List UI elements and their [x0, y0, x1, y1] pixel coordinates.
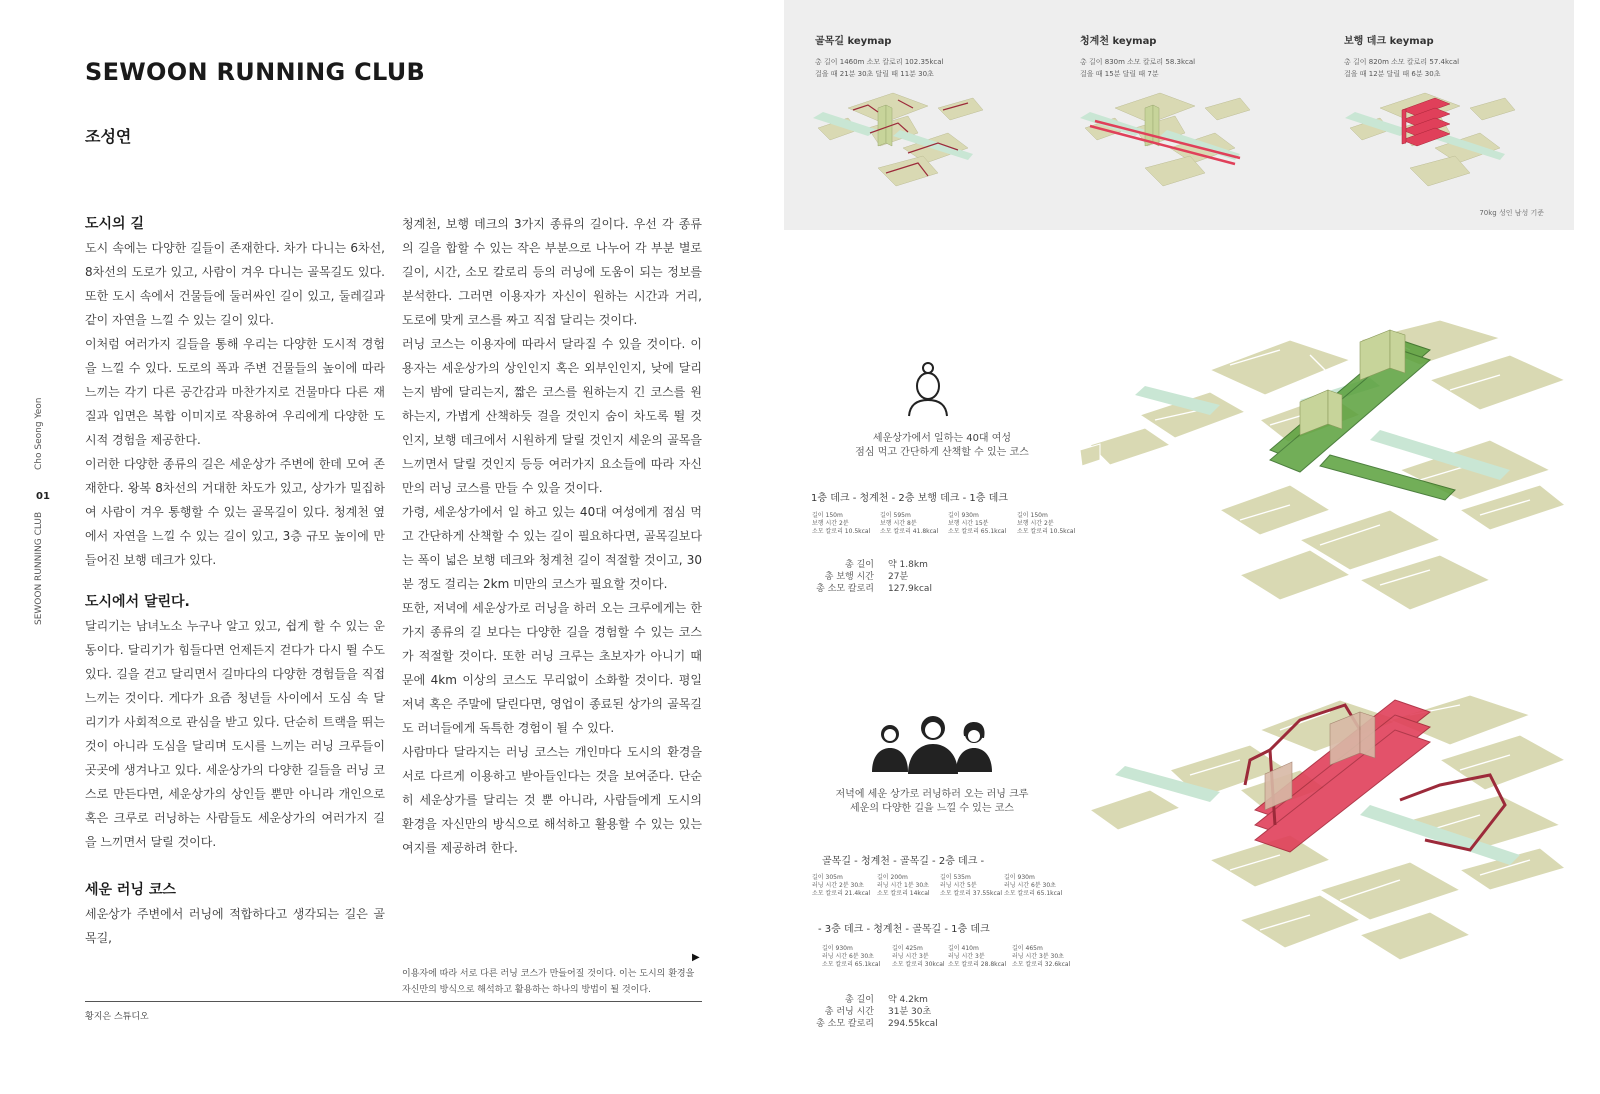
course-route-1: 1층 데크 - 청계천 - 2층 보행 데크 - 1층 데크 — [811, 493, 1008, 504]
section-heading-course: 세운 러닝 코스 — [85, 882, 176, 898]
segment-info: 길이 535m 러닝 시간 5분 소모 칼로리 37.55kcal — [940, 874, 1003, 897]
course-2-map — [1060, 690, 1570, 990]
segment-info: 길이 930m 러닝 시간 6분 30초 소모 칼로리 65.1kcal — [822, 945, 881, 968]
segment-info: 길이 425m 러닝 시간 3분 소모 칼로리 30kcal — [892, 945, 945, 968]
keymap-title: 청계천 keymap — [1080, 36, 1157, 47]
paragraph: 달리기는 남녀노소 누구나 알고 있고, 쉽게 할 수 있는 운동이다. 달리기가 힘들다면 언제든지 걷다가 다시 뛸 수도 있다. 길을 걷고 달리면서 길마다의 다양한 경험들을 직접 느끼는 것이다. 게다가 요즘 청년들 사이에서 도심 속 달리기가 사회적으로 관심을 받고 있다. 단순히 트랙을 뛰는 것이 아니라 도심을 달리며 도시를 느끼는 러닝 크루들이 곳곳에 생겨나고 있다. 세운상가의 다양한 길들을 러닝 코스로 만든다면, 세운상가의 상인들 뿐만 아니라 개인으로 혹은 크루로 러닝하는 사람들도 세운상가의 여러가지 길을 느끼면서 달릴 것이다. — [85, 619, 385, 849]
woman-icon — [906, 360, 950, 418]
keymap-title: 골목길 keymap — [815, 36, 892, 47]
play-arrow-icon: ▶ — [692, 952, 700, 963]
keymap-alley-map — [808, 88, 988, 198]
course-route-2a: 골목길 - 청계천 - 골목길 - 2층 데크 - — [822, 856, 985, 867]
author-name: 조성연 — [85, 127, 132, 146]
paragraph: 또한, 저녁에 세운상가로 러닝을 하러 오는 크루에게는 한 가지 종류의 길 보다는 다양한 길을 경험할 수 있는 코스가 적절할 것이다. 또한 러닝 크루는 초보자가 아니기 때문에 4km 이상의 코스도 무리없이 소화할 것이다. 평일 저녁 혹은 주말에 달린다면, 영업이 종료된 상가의 골목길도 러너들에게 독특한 경험이 될 수 있다. — [402, 601, 702, 735]
paragraph: 이처럼 여러가지 길들을 통해 우리는 다양한 도시적 경험을 느낄 수 있다. 도로의 폭과 주변 건물들의 높이에 따라 느끼는 각기 다른 공간감과 마찬가지로 건물마다 다른 재질과 입면은 복합 이미지로 작용하여 우리에게 다양한 도시적 경험을 제공한다. — [85, 337, 385, 447]
paragraph: 러닝 코스는 이용자에 따라서 달라질 수 있을 것이다. 이용자는 세운상가의 상인인지 혹은 외부인인지, 낮에 달리는지 밤에 달리는지, 짧은 코스를 원하는지 긴 코스를 원하는지, 가볍게 산책하듯 걸을 것인지 숨이 차도록 뛸 것인지, 보행 데크에서 시원하게 달릴 것인지 세운의 골목을 느끼면서 달릴 것인지 등등 여러가지 요소들에 따라 자신만의 러닝 코스를 만들 수 있을 것이다. — [402, 337, 702, 495]
persona-desc-crew: 저녁에 세운 상가로 러닝하러 오는 러닝 크루 세운의 다양한 길을 느낄 수 있는 코스 — [835, 789, 1029, 814]
segment-info: 길이 930m 러닝 시간 6분 30초 소모 칼로리 65.1kcal — [1004, 874, 1063, 897]
paragraph: 가령, 세운상가에서 일 하고 있는 40대 여성에게 점심 먹고 간단하게 산책할 수 있는 길이 필요하다면, 골목길보다는 폭이 넓은 보행 데크와 청계천 길이 적절할 것이고, 30분 정도 걸리는 2km 미만의 코스가 필요할 것이다. — [402, 505, 702, 591]
course-1-map — [1060, 320, 1570, 640]
keymap-stats: 총 길이 1460m 소모 칼로리 102.35kcal 걸을 때 21분 30초 달릴 때 11분 30초 — [815, 58, 944, 78]
segment-info: 길이 150m 보행 시간 2분 소모 칼로리 10.5kcal — [812, 512, 871, 535]
paragraph: 세운상가 주변에서 러닝에 적합하다고 생각되는 길은 골목길, — [85, 907, 385, 945]
running-crew-icon — [870, 712, 996, 774]
segment-info: 길이 200m 러닝 시간 1분 30초 소모 칼로리 14kcal — [877, 874, 930, 897]
course-route-2b: - 3층 데크 - 청계천 - 골목길 - 1층 데크 — [818, 924, 990, 935]
keymap-stats: 총 길이 820m 소모 칼로리 57.4kcal 걸을 때 12분 달릴 때 6분 30초 — [1344, 58, 1460, 78]
keymap-deck-map — [1340, 88, 1520, 198]
spine-number: 01 — [36, 491, 50, 502]
course-totals-2: 총 길이 약 4.2km 총 러닝 시간 31분 30초 총 소모 칼로리 294.55kcal — [816, 995, 938, 1029]
keymap-stats: 총 길이 830m 소모 칼로리 58.3kcal 걸을 때 15분 달릴 때 7분 — [1080, 58, 1196, 78]
paragraph: 도시 속에는 다양한 길들이 존재한다. 차가 다니는 6차선, 8차선의 도로가 있고, 사람이 겨우 다니는 골목길도 있다. 또한 도시 속에서 건물들에 둘러싸인 길이 있고, 둘레길과 같이 자연을 느낄 수 있는 길이 있다. — [85, 241, 385, 327]
keymap-title: 보행 데크 keymap — [1344, 36, 1434, 47]
segment-info: 길이 465m 러닝 시간 3분 30초 소모 칼로리 32.6kcal — [1012, 945, 1071, 968]
spine-label — [34, 397, 50, 635]
article-column-2 — [402, 212, 702, 860]
keymap-stream-map — [1075, 88, 1255, 198]
paragraph: 청계천, 보행 데크의 3가지 종류의 길이다. 우선 각 종류의 길을 합할 수 있는 작은 부분으로 나누어 각 부분 별로 길이, 시간, 소모 칼로리 등의 러닝에 도움이 되는 정보를 분석한다. 그러면 이용자가 자신이 원하는 시간과 거리, 도로에 맞게 코스를 짜고 직접 달리는 것이다. — [402, 217, 702, 327]
spine-author: Cho Seong Yeon — [34, 397, 44, 470]
footnote: 이용자에 따라 서로 다른 러닝 코스가 만들어질 것이다. 이는 도시의 환경을 자신만의 방식으로 해석하고 활용하는 하나의 방법이 될 것이다. — [402, 969, 695, 995]
calorie-basis-note: 70kg 성인 남성 기준 — [1479, 209, 1544, 217]
paragraph: 사람마다 달라지는 러닝 코스는 개인마다 도시의 환경을 서로 다르게 이용하고 받아들인다는 것을 보여준다. 단순히 세운상가를 달리는 것 뿐 아니라, 사람들에게 도시의 환경을 자신만의 방식으로 해석하고 활용할 수 있는 있는 여지를 제공하려 한다. — [402, 745, 702, 855]
spine-club: SEWOON RUNNING CLUB — [34, 511, 44, 625]
section-heading-running: 도시에서 달린다. — [85, 594, 190, 610]
paragraph: 이러한 다양한 종류의 길은 세운상가 주변에 한데 모여 존재한다. 왕복 8차선의 거대한 차도가 있고, 상가가 밀집하여 사람이 겨우 통행할 수 있는 골목길이 있다. 청계천 옆에서 자연을 느낄 수 있는 길이 있고, 3층 규모 높이에 만들어진 보행 데크가 있다. — [85, 457, 385, 567]
page-title: SEWOON RUNNING CLUB — [85, 58, 426, 86]
course-totals-1: 총 길이 약 1.8km 총 보행 시간 27분 총 소모 칼로리 127.9kcal — [816, 560, 932, 594]
segment-info: 길이 595m 보행 시간 8분 소모 칼로리 41.8kcal — [880, 512, 939, 535]
segment-info: 길이 305m 러닝 시간 2분 30초 소모 칼로리 21.4kcal — [812, 874, 871, 897]
segment-info: 길이 930m 보행 시간 15분 소모 칼로리 65.1kcal — [948, 512, 1007, 535]
keymap-panel — [784, 0, 1574, 230]
studio-credit: 황지은 스튜디오 — [85, 1012, 149, 1022]
section-heading-city-road: 도시의 길 — [85, 216, 144, 232]
persona-desc-woman: 세운상가에서 일하는 40대 여성 점심 먹고 간단하게 산책할 수 있는 코스 — [855, 433, 1029, 458]
segment-info: 길이 150m 보행 시간 2분 소모 칼로리 10.5kcal — [1017, 512, 1076, 535]
footer-divider — [85, 1001, 702, 1002]
segment-info: 길이 410m 러닝 시간 3분 소모 칼로리 28.8kcal — [948, 945, 1007, 968]
article-column-1 — [85, 212, 385, 950]
